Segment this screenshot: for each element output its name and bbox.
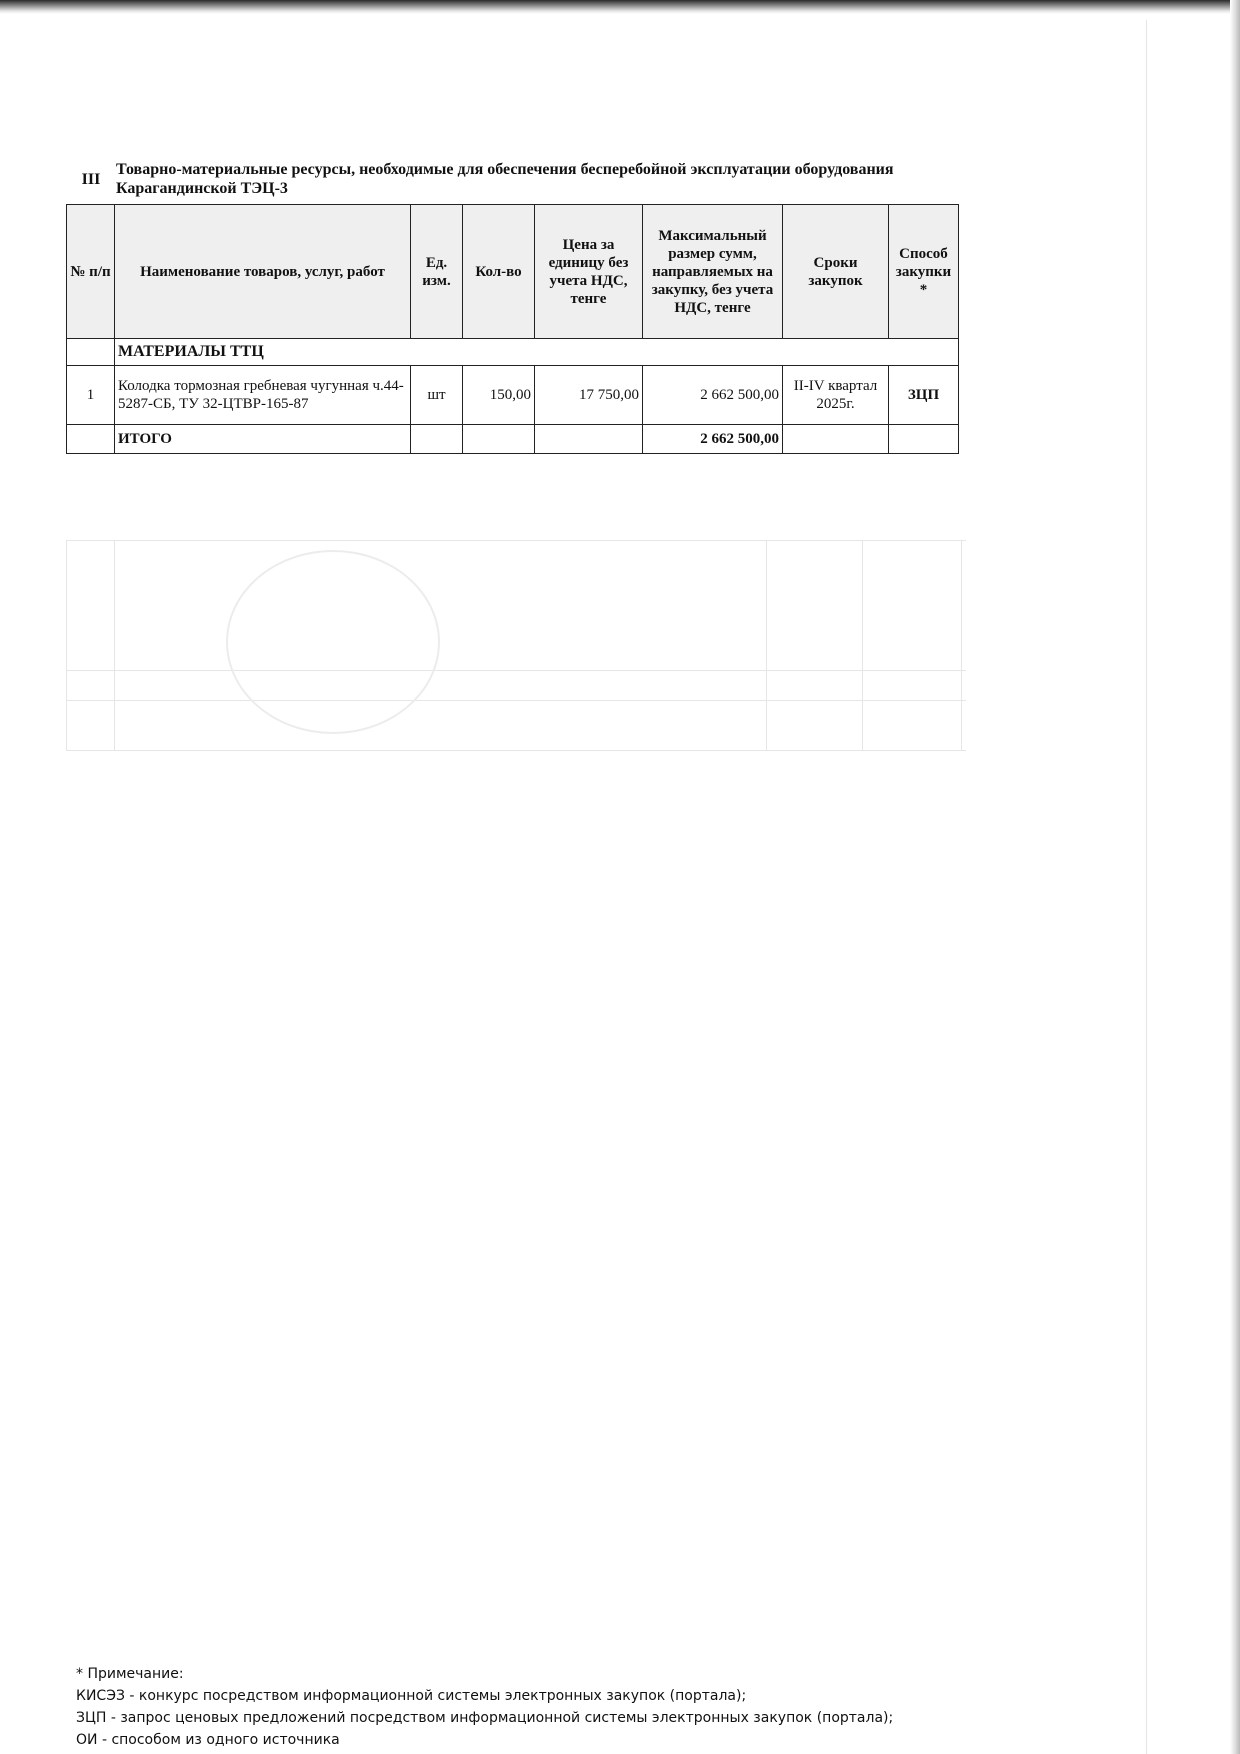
section-heading — [66, 160, 966, 198]
reverse-side-bleed-through — [66, 500, 966, 800]
cell-unit: шт — [411, 366, 463, 425]
total-max-sum: 2 662 500,00 — [643, 425, 783, 454]
section-title: Товарно-материальные ресурсы, необходимые для обеспечения бесперебойной эксплуатации оборудования Карагандинской ТЭЦ-3 — [116, 161, 894, 197]
header-num: № п/п — [67, 205, 115, 339]
header-qty: Кол-во — [463, 205, 535, 339]
paper-fold-line — [1146, 20, 1147, 1754]
procurement-table — [66, 204, 959, 454]
group-row — [67, 339, 959, 366]
group-label: МАТЕРИАЛЫ ТТЦ — [115, 339, 959, 366]
header-price: Цена за единицу без учета НДС, тенге — [535, 205, 643, 339]
table-row — [67, 366, 959, 425]
section-number: III — [81, 171, 101, 188]
cell-price: 17 750,00 — [535, 366, 643, 425]
table-header-row — [67, 205, 959, 339]
cell-num: 1 — [67, 366, 115, 425]
header-terms: Сроки закупок — [783, 205, 889, 339]
cell-terms: II-IV квартал 2025г. — [783, 366, 889, 425]
footnote-line: ЗЦП - запрос ценовых предложений посредством информационной системы электронных закупок (портала); — [76, 1710, 894, 1726]
cell-qty: 150,00 — [463, 366, 535, 425]
header-name: Наименование товаров, услуг, работ — [115, 205, 411, 339]
scan-edge-top — [0, 0, 1240, 14]
header-unit: Ед. изм. — [411, 205, 463, 339]
total-row — [67, 425, 959, 454]
total-label: ИТОГО — [115, 425, 411, 454]
footnote — [76, 1663, 1176, 1751]
header-method: Способ закупки * — [889, 205, 959, 339]
scan-edge-right — [1230, 0, 1240, 1754]
cell-name: Колодка тормозная гребневая чугунная ч.44-5287-СБ, ТУ 32-ЦТВР-165-87 — [115, 366, 411, 425]
footnote-title: * Примечание: — [76, 1666, 184, 1682]
cell-max-sum: 2 662 500,00 — [643, 366, 783, 425]
header-max-sum: Максимальный размер сумм, направляемых на закупку, без учета НДС, тенге — [643, 205, 783, 339]
footnote-line: ОИ - способом из одного источника — [76, 1732, 340, 1748]
stamp-ghost — [226, 550, 440, 734]
footnote-line: КИСЭЗ - конкурс посредством информационной системы электронных закупок (портала); — [76, 1688, 747, 1704]
cell-method: ЗЦП — [889, 366, 959, 425]
